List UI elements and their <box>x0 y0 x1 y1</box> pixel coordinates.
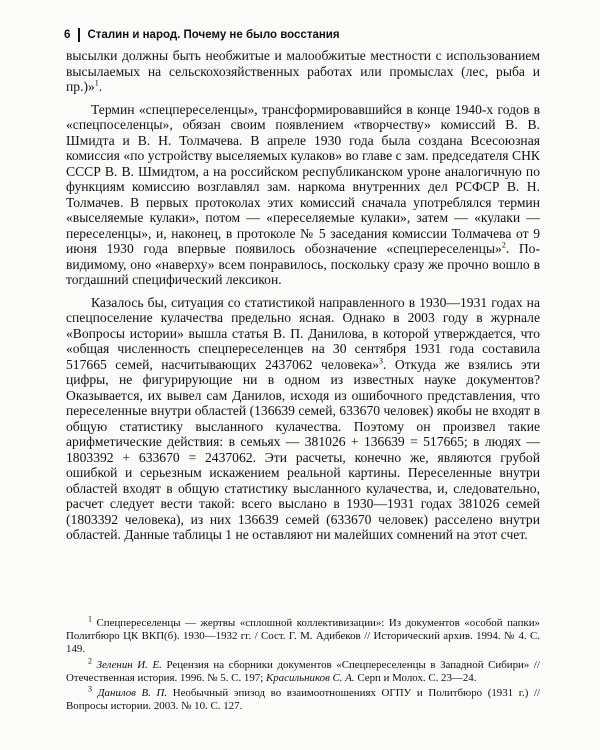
footnote: $^2$ Зеленин И. Е. Рецензия на сборники документов «Спецпереселенцы в Западной Сибири» // Отечественная история. 1996. № 5. С. 197; Красильников С. А. Серп и Молох. С. 23—24. <box>66 655 540 684</box>
paragraph: высылки должны быть необжитые и малообжитые местности с использованием высылаемых на сельскохозяйственных работах или промыслах (лес, рыба и пр.)»$^1$. <box>66 48 540 94</box>
footnote: $^3$ Данилов В. П. Необычный эпизод во взаимоотношениях ОГПУ и Политбюро (1931 г.) // Вопросы истории. 2003. № 10. С. 127. <box>66 684 540 713</box>
running-header <box>64 28 540 42</box>
footnotes <box>66 614 540 715</box>
main-text <box>66 48 540 543</box>
page-number: 6 <box>64 29 71 41</box>
paragraph: Казалось бы, ситуация со статистикой направленного в 1930—1931 годах на спецпоселение кулачества предельно ясная. Однако в 2003 году в журнале «Вопросы истории» вышла статья В. П. Данилова, в которой утверждается, что «общая численность спецпереселенцев на 30 сентября 1931 года составила 517665 семей, насчитывающих 2437062 человека»$^3$. Откуда же взялись эти цифры, не фигурирующие ни в одном из известных науке документов? Оказывается, их вывел сам Данилов, исходя из ошибочного представления, что переселенные внутри областей (136639 семей, 633670 человек) якобы не входят в общую статистику высланного кулачества. Поэтому он произвел такие арифметические действия: в семьях — 381026 + 136639 = 517665; в людях — 1803392 + 633670 = 2437062. Эти расчеты, конечно же, являются грубой ошибкой и серьезным искажением реальной картины. Переселенные внутри областей входят в общую статистику высланного кулачества, и, следовательно, расчет следует вести такой: всего выслано в 1930—1931 годах 381026 семей (1803392 человека), из них 136639 семей (633670 человек) расселено внутри областей. Данные таблицы 1 не оставляют ни малейших сомнений на этот счет. <box>66 294 541 542</box>
running-title: Сталин и народ. Почему не было восстания <box>87 29 340 41</box>
footnote: $^1$ Спецпереселенцы — жертвы «сплошной коллективизации»: Из документов «особой папки» Политбюро ЦК ВКП(б). 1930—1932 гг. / Сост. Г. М. Адибеков // Исторический архив. 1994. № 4. С. 149. <box>66 614 540 656</box>
paragraph: Термин «спецпереселенцы», трансформировавшийся в конце 1940-х годов в «спецпоселенцы», обязан своим появлением «творчеству» комиссий В. В. Шмидта и В. Н. Толмачева. В апреле 1930 года была создана Всесоюзная комиссия «по устройству выселяемых кулаков» во главе с зам. председателя СНК СССР В. В. Шмидтом, а на российском республиканском уроне аналогичную по функциям комиссию возглавлял зам. наркома внутренних дел РСФСР В. Н. Толмачев. В первых протоколах этих комиссий сначала употреблялся термин «выселяемые кулаки», потом — «переселяемые кулаки», затем — «кулаки — переселенцы», и, наконец, в протоколе № 5 заседания комиссии Толмачева от 9 июня 1930 года впервые появилось обозначение «спецпереселенцы»$^2$. По-видимому, оно «наверху» всем понравилось, поскольку сразу же прочно вошло в тогдашний специфический лексикон. <box>66 101 541 287</box>
header-divider <box>78 28 80 42</box>
